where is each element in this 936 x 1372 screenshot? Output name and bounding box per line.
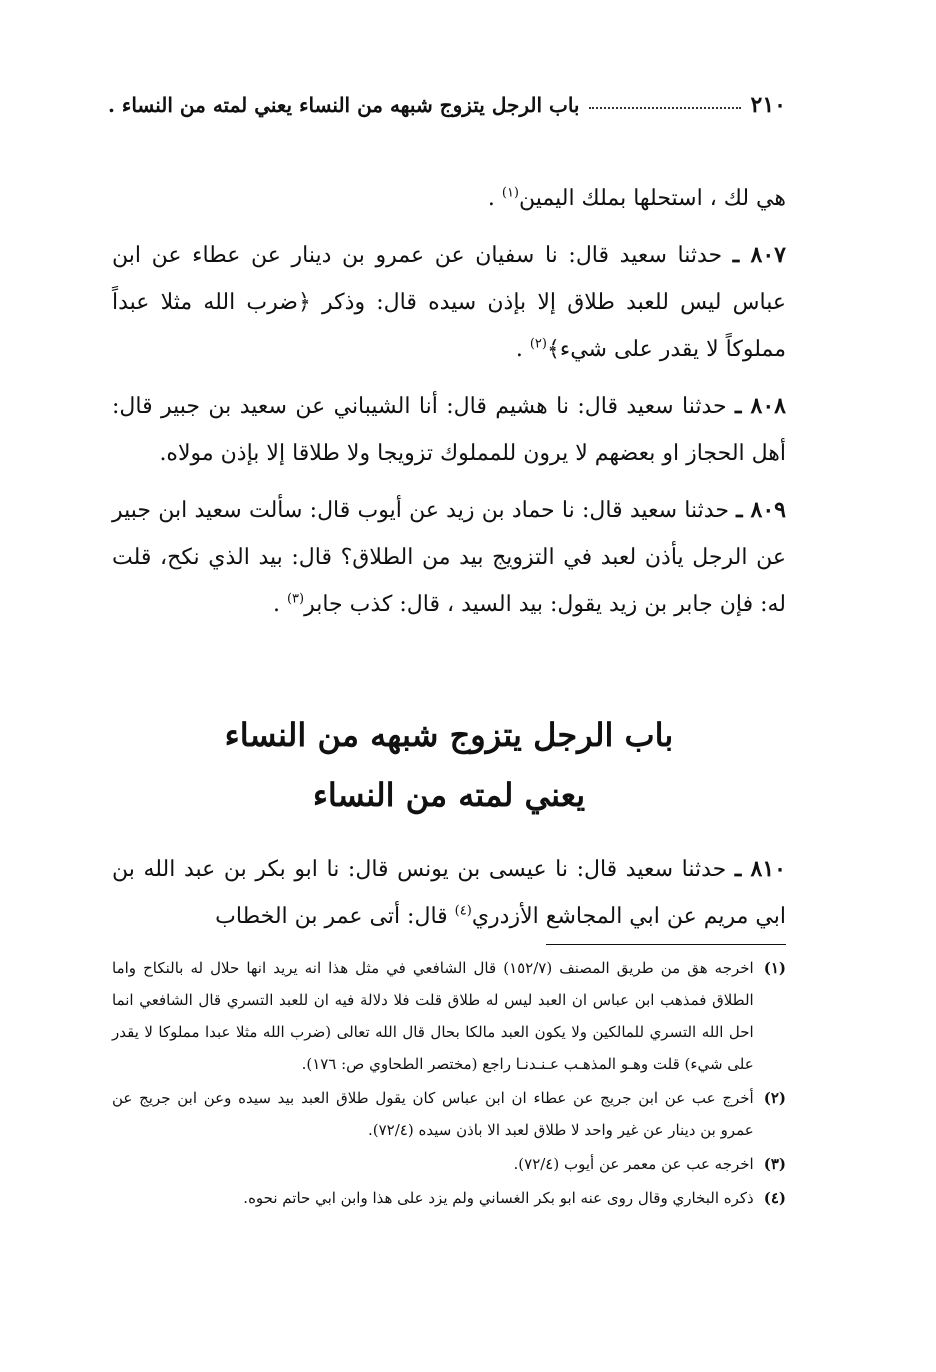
hadith-number: ٨٠٨ ـ: [735, 393, 786, 419]
footnote-text: ذكره البخاري وقال روى عنه ابو بكر الغساني ولم يزد على هذا وابن ابي حاتم نحوه.: [243, 1189, 754, 1207]
chapter-title-line-2: يعني لمته من النساء: [312, 776, 586, 814]
chapter-title-line-1: باب الرجل يتزوج شبهه من النساء: [224, 716, 674, 754]
footnote-label: (٢): [763, 1089, 786, 1107]
footnote-separator: [546, 944, 786, 945]
main-text: [112, 175, 786, 638]
footnote-ref-3: (٣): [286, 591, 305, 607]
page-number: ٢١٠: [750, 92, 786, 118]
footnotes: [112, 952, 786, 1216]
paragraph-text: حدثنا سعيد قال: نا هشيم قال: أنا الشيباني عن سعيد بن جبير قال: أهل الحجاز او بعضهم لا يرون للمملوك تزويجا ولا طلاقا إلا بإذن مولاه.: [112, 394, 786, 466]
paragraph-810: [112, 846, 786, 940]
footnote-4: [112, 1182, 786, 1214]
main-text-continued: [112, 846, 786, 940]
paragraph-continuation: [112, 175, 786, 222]
footnote-label: (٣): [763, 1155, 786, 1173]
footnote-text: أخرج عب عن ابن جريج عن عطاء ان ابن عباس كان يقول طلاق العبد بيد سيده وعن ابن جريج عن عمرو بن دينار عن غير واحد لا طلاق لعبد الا باذن سيده (٧٢/٤).: [112, 1089, 754, 1139]
running-header: [108, 92, 786, 118]
paragraph-808: [112, 383, 786, 477]
footnote-label: (١): [763, 959, 786, 977]
paragraph-tail: .: [487, 186, 502, 211]
footnote-1: [112, 952, 786, 1080]
paragraph-tail: .: [515, 337, 530, 362]
chapter-heading: [112, 705, 786, 825]
hadith-number: ٨٠٩ ـ: [736, 497, 786, 523]
running-header-title: باب الرجل يتزوج شبهه من النساء يعني لمته من النساء .: [108, 93, 580, 117]
paragraph-text: هي لك ، استحلها بملك اليمين: [519, 186, 786, 211]
paragraph-807: [112, 232, 786, 373]
footnote-2: [112, 1082, 786, 1146]
paragraph-tail: قال: أتى عمر بن الخطاب: [215, 904, 455, 929]
hadith-number: ٨٠٧ ـ: [732, 242, 786, 268]
header-dotted-leader: [589, 107, 740, 109]
footnote-text: اخرجه هق من طريق المصنف (١٥٢/٧) قال الشافعي في مثل هذا انه يريد انها حلال له بالنكاح واما الطلاق فمذهب ابن عباس ان العبد ليس له طلاق قلت فلا دلالة فيه ان للعبد التسري قال الشافعي انما احل الله التسري للمالكين ولا يكون العبد مالكا بحال قال الله تعالى (ضرب الله مثلا عبدا مملوكا لا يقدر على شيء) قلت وهـو المذهـب عـنـدنـا راجع (مختصر الطحاوي ص: ١٧٦).: [112, 959, 754, 1073]
paragraph-text: حدثنا سعيد قال: نا عيسى بن يونس قال: نا ابو بكر بن عبد الله بن ابي مريم عن ابي المجاشع الأزدري: [112, 857, 786, 929]
footnote-text: اخرجه عب عن معمر عن أيوب (٧٢/٤).: [513, 1155, 754, 1173]
hadith-number: ٨١٠ ـ: [734, 856, 786, 882]
footnote-ref-4: (٤): [454, 903, 472, 919]
paragraph-text: حدثنا سعيد قال: نا سفيان عن عمرو بن دينار عن عطاء عن ابن عباس ليس للعبد طلاق إلا بإذن سيده قال: وذكر ﴿ضرب الله مثلا عبداً مملوكاً لا يقدر على شيء﴾: [112, 243, 786, 362]
footnote-ref-1: (١): [501, 185, 519, 201]
footnote-label: (٤): [763, 1189, 786, 1207]
footnote-3: [112, 1148, 786, 1180]
paragraph-tail: .: [272, 592, 287, 617]
footnote-ref-2: (٢): [529, 336, 547, 352]
paragraph-809: [112, 487, 786, 628]
paragraph-text: حدثنا سعيد قال: نا حماد بن زيد عن أيوب قال: سألت سعيد ابن جبير عن الرجل يأذن لعبد في التزويج بيد من الطلاق؟ قال: بيد الذي نكح، قلت له: فإن جابر بن زيد يقول: بيد السيد ، قال: كذب جابر: [112, 498, 786, 617]
